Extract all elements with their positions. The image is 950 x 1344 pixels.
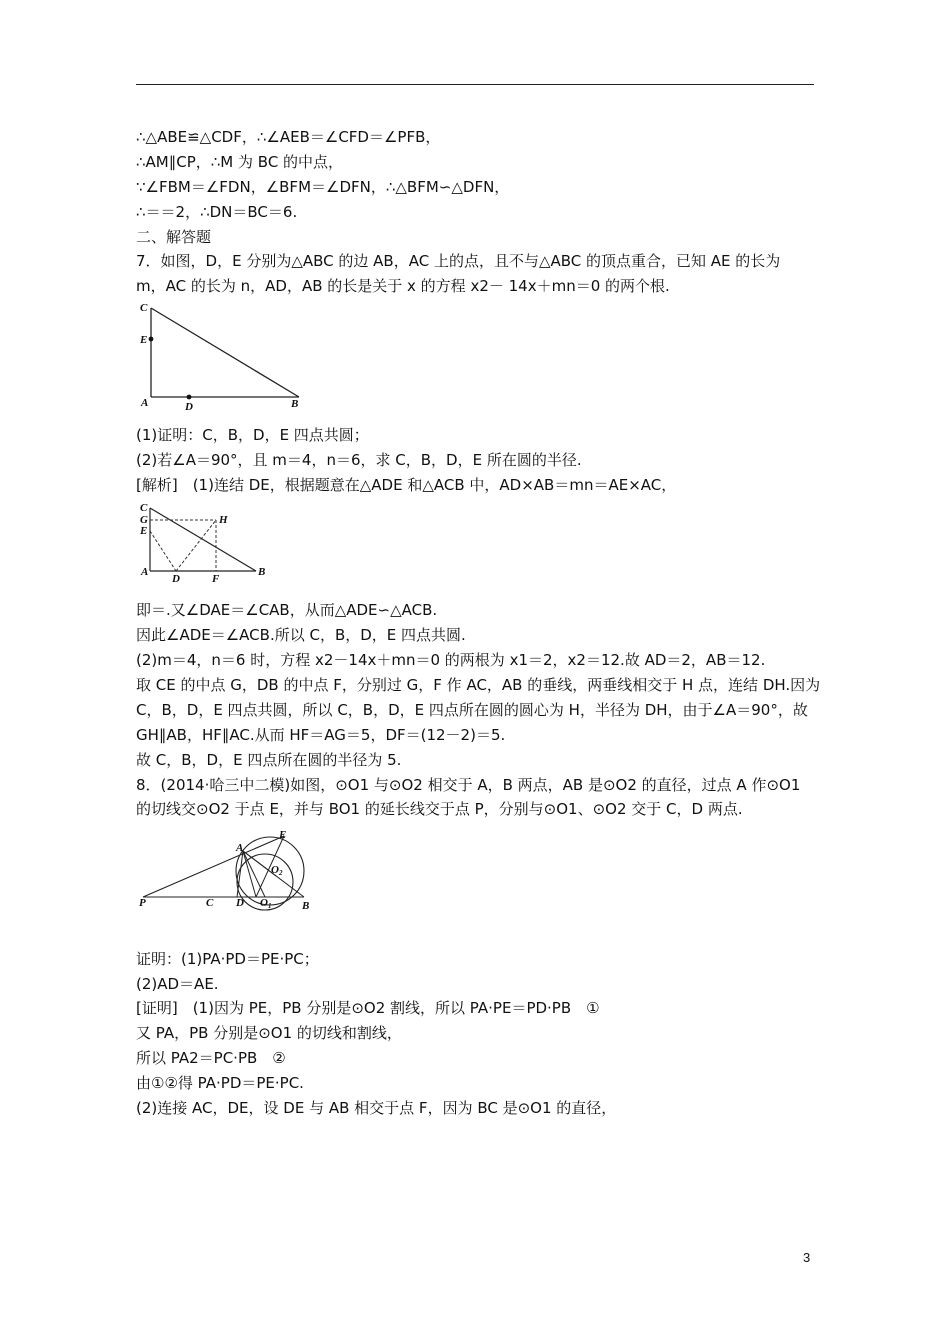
question-1: (1)证明：C，B，D，E 四点共圆； [136, 426, 369, 444]
proof-line-5: (2)连接 AC，DE，设 DE 与 AB 相交于点 F，因为 BC 是⊙O1 的直径， [136, 1099, 617, 1117]
label-b: B [258, 566, 266, 578]
label-g: G [140, 514, 148, 526]
label-e: E [279, 829, 287, 841]
label-o2: O2 [271, 864, 283, 877]
label-b: B [291, 398, 299, 410]
section-heading: 二、解答题 [136, 228, 212, 246]
label-e: E [140, 525, 148, 537]
point-e [149, 337, 154, 342]
header-rule [136, 84, 814, 85]
solution-line-7: GH∥AB，HF∥AC.从而 HF＝AG＝5，DF＝(12－2)＝5. [136, 726, 506, 744]
label-d: D [185, 401, 193, 413]
proof-line-3: 所以 PA2＝PC·PB ② [136, 1049, 286, 1067]
proof-claim-1: 证明：(1)PA·PD＝PE·PC； [136, 950, 319, 968]
circle-center-figure [136, 500, 276, 585]
label-a: A [141, 397, 149, 409]
problem-7-line-2: m，AC 的长为 n，AD，AB 的长是关于 x 的方程 x2－ 14x＋mn＝0 的两个根. [136, 277, 670, 295]
two-circles-figure [136, 826, 326, 914]
problem-8-line-2: 的切线交⊙O2 于点 E，并与 BO1 的延长线交于点 P，分别与⊙O1、⊙O2 交于 C，D 两点. [136, 800, 743, 818]
label-f: F [212, 573, 220, 585]
label-c: C [140, 302, 148, 314]
solution-line-8: 故 C，B，D，E 四点所在圆的半径为 5. [136, 751, 402, 769]
side-bc [151, 308, 299, 397]
label-b: B [302, 900, 310, 912]
label-c: C [206, 897, 214, 909]
proof-line-2: 又 PA，PB 分别是⊙O1 的切线和割线， [136, 1024, 402, 1042]
text-line-1: ∴△ABE≌△CDF，∴∠AEB＝∠CFD＝∠PFB， [136, 128, 441, 146]
proof-line-4: 由①②得 PA·PD＝PE·PC. [136, 1074, 304, 1092]
solution-line-5: 取 CE 的中点 G，DB 的中点 F，分别过 G，F 作 AC，AB 的垂线，两垂线相交于 H 点，连结 DH.因为 [136, 676, 821, 694]
text-line-3: ∵∠FBM＝∠FDN，∠BFM＝∠DFN，∴△BFM∽△DFN， [136, 178, 510, 196]
page-number: 3 [803, 1250, 811, 1265]
proof-line-1: [证明] (1)因为 PE，PB 分别是⊙O2 割线，所以 PA·PE＝PD·PB ① [136, 999, 600, 1017]
solution-line-6: C，B，D，E 四点共圆，所以 C，B，D，E 四点所在圆的圆心为 H，半径为 DH，由于∠A＝90°，故 [136, 701, 808, 719]
solution-line-2: 即＝.又∠DAE＝∠CAB，从而△ADE∽△ACB. [136, 601, 438, 619]
label-d: D [236, 897, 244, 909]
point-d [187, 395, 192, 400]
label-p: P [139, 897, 146, 909]
chord-de [256, 836, 284, 897]
solution-line-4: (2)m＝4，n＝6 时，方程 x2－14x＋mn＝0 的两根为 x1＝2，x2＝12.故 AD＝2，AB＝12. [136, 651, 766, 669]
label-c: C [140, 502, 148, 514]
proof-claim-2: (2)AD＝AE. [136, 975, 219, 993]
label-a: A [141, 566, 149, 578]
text-line-2: ∴AM∥CP，∴M 为 BC 的中点， [136, 153, 344, 171]
solution-line-3: 因此∠ADE＝∠ACB.所以 C，B，D，E 四点共圆. [136, 626, 466, 644]
label-d: D [172, 573, 180, 585]
label-e: E [140, 334, 148, 346]
side-bc [150, 508, 256, 571]
triangle-figure [136, 298, 316, 416]
solution-line-1: [解析] (1)连结 DE，根据题意在△ADE 和△ACB 中，AD×AB＝mn＝AE×AC， [136, 476, 677, 494]
label-a: A [236, 842, 244, 854]
problem-7-line-1: 7．如图，D，E 分别为△ABC 的边 AB，AC 上的点，且不与△ABC 的顶点重合，已知 AE 的长为 [136, 252, 781, 270]
label-h: H [219, 514, 228, 526]
text-line-4: ∴＝＝2，∴DN＝BC＝6. [136, 203, 298, 221]
segment-ed [150, 531, 176, 571]
label-o1: O1 [260, 897, 272, 910]
question-2: (2)若∠A＝90°，且 m＝4，n＝6，求 C，B，D，E 所在圆的半径. [136, 451, 582, 469]
problem-8-line-1: 8．(2014·哈三中二模)如图，⊙O1 与⊙O2 相交于 A，B 两点，AB 是⊙O2 的直径，过点 A 作⊙O1 [136, 776, 801, 794]
